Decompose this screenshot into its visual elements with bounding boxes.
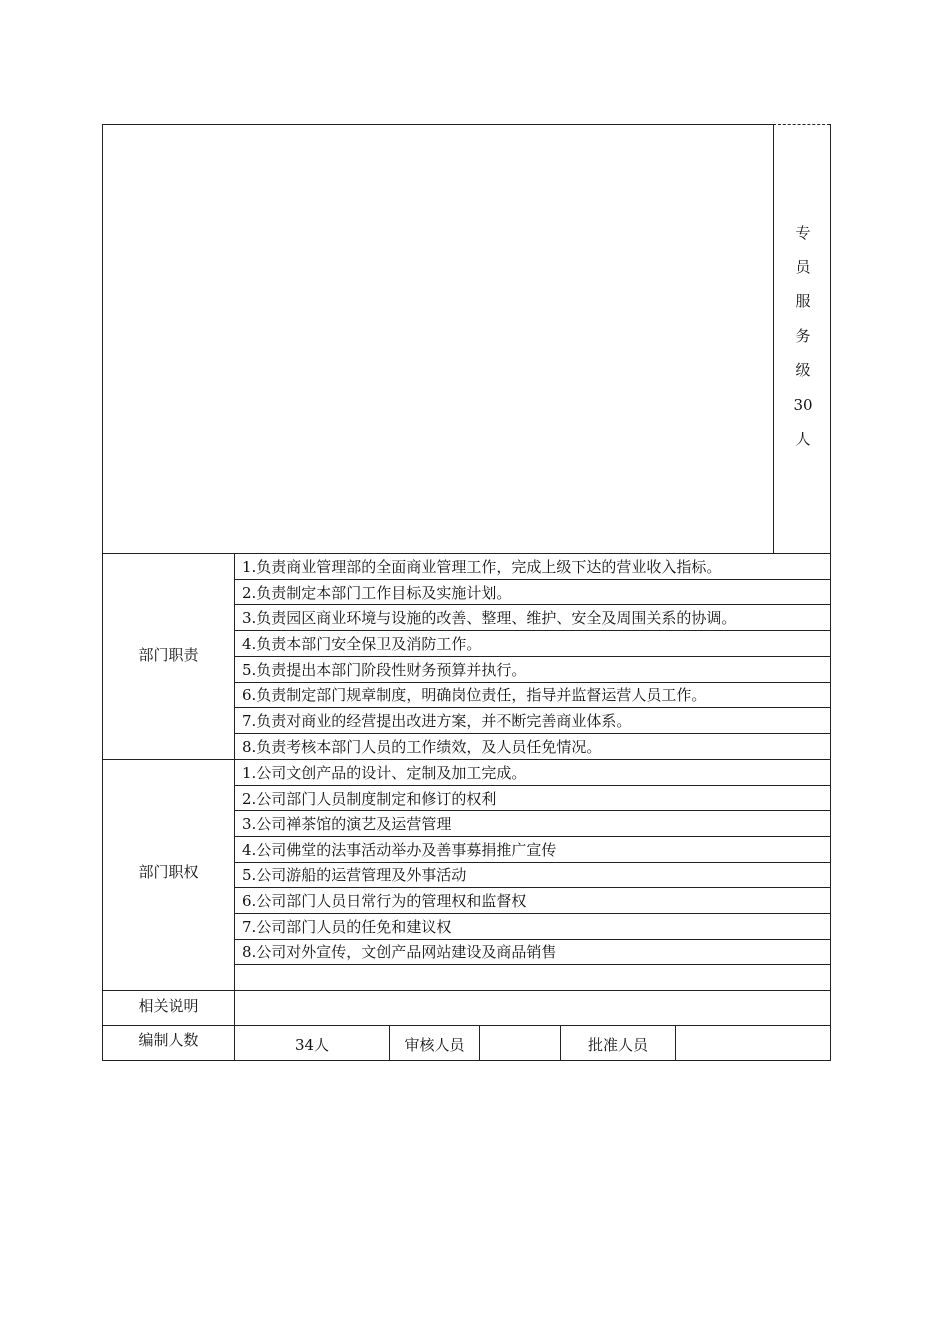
vertical-label-char: 30	[793, 396, 813, 414]
org-chart-divider	[773, 124, 774, 553]
duty-item: 5.负责提出本部门阶段性财务预算并执行。	[242, 661, 527, 679]
duty-item: 1.负责商业管理部的全面商业管理工作，完成上级下达的营业收入指标。	[242, 558, 722, 576]
vertical-label-char: 级	[795, 361, 811, 379]
row-divider	[234, 939, 831, 940]
org-chart-area	[103, 125, 773, 553]
row-divider	[234, 604, 831, 605]
section-divider	[102, 553, 831, 554]
duty-item: 2.负责制定本部门工作目标及实施计划。	[242, 584, 512, 602]
duty-item: 8.负责考核本部门人员的工作绩效，及人员任免情况。	[242, 738, 602, 756]
notes-label: 相关说明	[138, 997, 199, 1015]
row-divider	[234, 785, 831, 786]
authority-label: 部门职权	[138, 863, 199, 881]
duty-item: 3.负责园区商业环境与设施的改善、整理、维护、安全及周围关系的协调。	[242, 609, 737, 627]
row-divider	[234, 913, 831, 914]
authority-item: 2.公司部门人员制度制定和修订的权利	[242, 790, 497, 808]
table-bottom-border	[102, 1060, 831, 1061]
staffing-divider	[479, 1025, 480, 1061]
authority-item: 1.公司文创产品的设计、定制及加工完成。	[242, 764, 527, 782]
authority-item: 5.公司游船的运营管理及外事活动	[242, 866, 467, 884]
staffing-divider	[675, 1025, 676, 1061]
section-divider	[102, 990, 831, 991]
authority-item: 7.公司部门人员的任免和建议权	[242, 918, 452, 936]
authority-item: 8.公司对外宣传，文创产品网站建设及商品销售	[242, 943, 557, 961]
duty-item: 4.负责本部门安全保卫及消防工作。	[242, 635, 482, 653]
duty-item: 7.负责对商业的经营提出改进方案，并不断完善商业体系。	[242, 712, 632, 730]
vertical-label-char: 人	[795, 430, 811, 448]
table-top-dashed-border	[773, 124, 830, 125]
row-divider	[234, 707, 831, 708]
authority-item: 4.公司佛堂的法事活动举办及善事募捐推广宣传	[242, 841, 557, 859]
section-divider	[102, 759, 831, 760]
approver-label: 批准人员	[587, 1036, 648, 1054]
staffing-label: 编制人数	[138, 1031, 199, 1049]
row-divider	[234, 682, 831, 683]
row-divider	[234, 887, 831, 888]
vertical-label-char: 员	[795, 258, 811, 276]
vertical-label-char: 专	[795, 224, 811, 242]
row-divider	[234, 810, 831, 811]
duty-item: 6.负责制定部门规章制度，明确岗位责任，指导并监督运营人员工作。	[242, 686, 707, 704]
row-divider	[234, 630, 831, 631]
row-divider	[234, 656, 831, 657]
reviewer-label: 审核人员	[404, 1036, 465, 1054]
authority-item: 3.公司禅茶馆的演艺及运营管理	[242, 815, 452, 833]
row-divider	[234, 579, 831, 580]
vertical-label-char: 务	[795, 327, 811, 345]
row-divider	[234, 862, 831, 863]
authority-item: 6.公司部门人员日常行为的管理权和监督权	[242, 892, 527, 910]
duties-label: 部门职责	[138, 646, 199, 664]
staffing-value: 34人	[294, 1036, 330, 1054]
section-divider	[102, 1025, 831, 1026]
row-divider	[234, 836, 831, 837]
vertical-label-char: 服	[795, 292, 811, 310]
row-divider	[234, 964, 831, 965]
row-divider	[234, 733, 831, 734]
